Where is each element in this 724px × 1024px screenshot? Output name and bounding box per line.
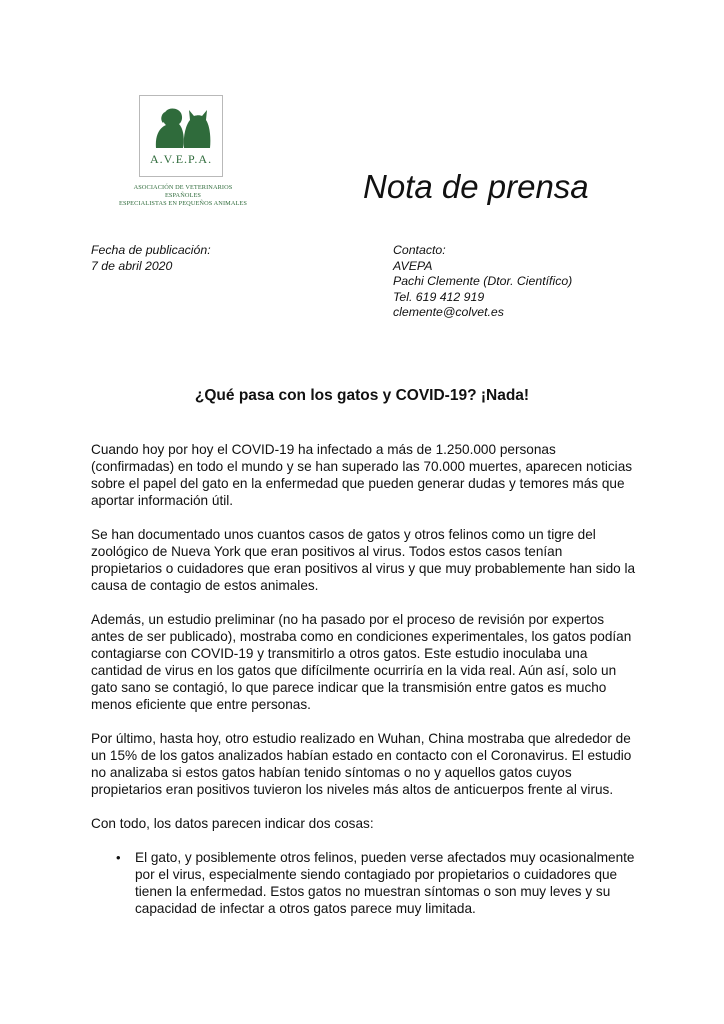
article-body bbox=[91, 441, 636, 917]
paragraph: Además, un estudio preliminar (no ha pasado por el proceso de revisión por expertos antes de ser publicado), mostraba como en condiciones experimentales, los gatos podían contagiarse con COVID-19 y transmitirlo a otros gatos. Este estudio inoculaba una cantidad de virus en los gatos que difícilmente ocurriría en la vida real. Aún así, solo un gato sano se contagió, lo que parece indicar que la transmisión entre gatos es mucho menos eficiente que entre personas. bbox=[91, 612, 632, 712]
logo-wordmark: A.V.E.P.A. bbox=[149, 152, 213, 166]
list-item bbox=[91, 849, 636, 917]
publication-label: Fecha de publicación: bbox=[91, 243, 211, 257]
publication-date: 7 de abril 2020 bbox=[91, 258, 173, 273]
dog-and-cat-silhouette-icon bbox=[152, 100, 212, 150]
paragraph: Se han documentado unos cuantos casos de gatos y otros felinos como un tigre del zoológico de Nueva York que eran positivos al virus. Todos estos casos tenían propietarios o cuidadores que eran positivos al virus y que muy probablemente han sido la causa de contagio de estos animales. bbox=[91, 527, 636, 593]
contact-block bbox=[393, 243, 572, 321]
publication-block bbox=[91, 243, 211, 274]
logo-caption-line-2: ESPECIALISTAS EN PEQUEÑOS ANIMALES bbox=[119, 200, 247, 207]
contact-org: AVEPA bbox=[393, 258, 433, 273]
page-title: Nota de prensa bbox=[363, 168, 589, 205]
paragraph: Cuando hoy por hoy el COVID-19 ha infectado a más de 1.250.000 personas (confirmadas) en todo el mundo y se han superado las 70.000 muertes, aparecen noticias sobre el papel del gato en la enfermedad que pueden generar dudas y temores más que aportar información útil. bbox=[91, 442, 633, 508]
list-item-text: El gato, y posiblemente otros felinos, pueden verse afectados muy ocasionalmente por el virus, especialmente siendo contagiado por propietarios o cuidadores que tienen la enfermedad. Estos gatos no muestran síntomas o son muy leves y su capacidad de infectar a otros gatos parece muy limitada. bbox=[135, 850, 635, 916]
logo-caption bbox=[116, 184, 250, 208]
bullet-list bbox=[91, 849, 636, 917]
logo-caption-line-1: ASOCIACIÓN DE VETERINARIOS ESPAÑOLES bbox=[133, 184, 233, 199]
article-headline: ¿Qué pasa con los gatos y COVID-19? ¡Nada! bbox=[194, 387, 530, 404]
contact-email: clemente@colvet.es bbox=[393, 305, 504, 319]
paragraph: Por último, hasta hoy, otro estudio realizado en Wuhan, China mostraba que alrededor de un 15% de los gatos analizados habían estado en contacto con el Coronavirus. El estudio no analizaba si estos gatos habían tenido síntomas o no y aquellos gatos cuyos propietarios eran positivos tuvieron los niveles más altos de anticuerpos frente al virus. bbox=[91, 731, 632, 797]
contact-person: Pachi Clemente (Dtor. Científico) bbox=[393, 274, 573, 288]
contact-label: Contacto: bbox=[393, 243, 446, 257]
bullet-icon: • bbox=[116, 850, 121, 865]
contact-phone: Tel. 619 412 919 bbox=[393, 289, 485, 304]
paragraph: Con todo, los datos parecen indicar dos cosas: bbox=[91, 816, 374, 831]
avepa-logo bbox=[139, 95, 223, 177]
